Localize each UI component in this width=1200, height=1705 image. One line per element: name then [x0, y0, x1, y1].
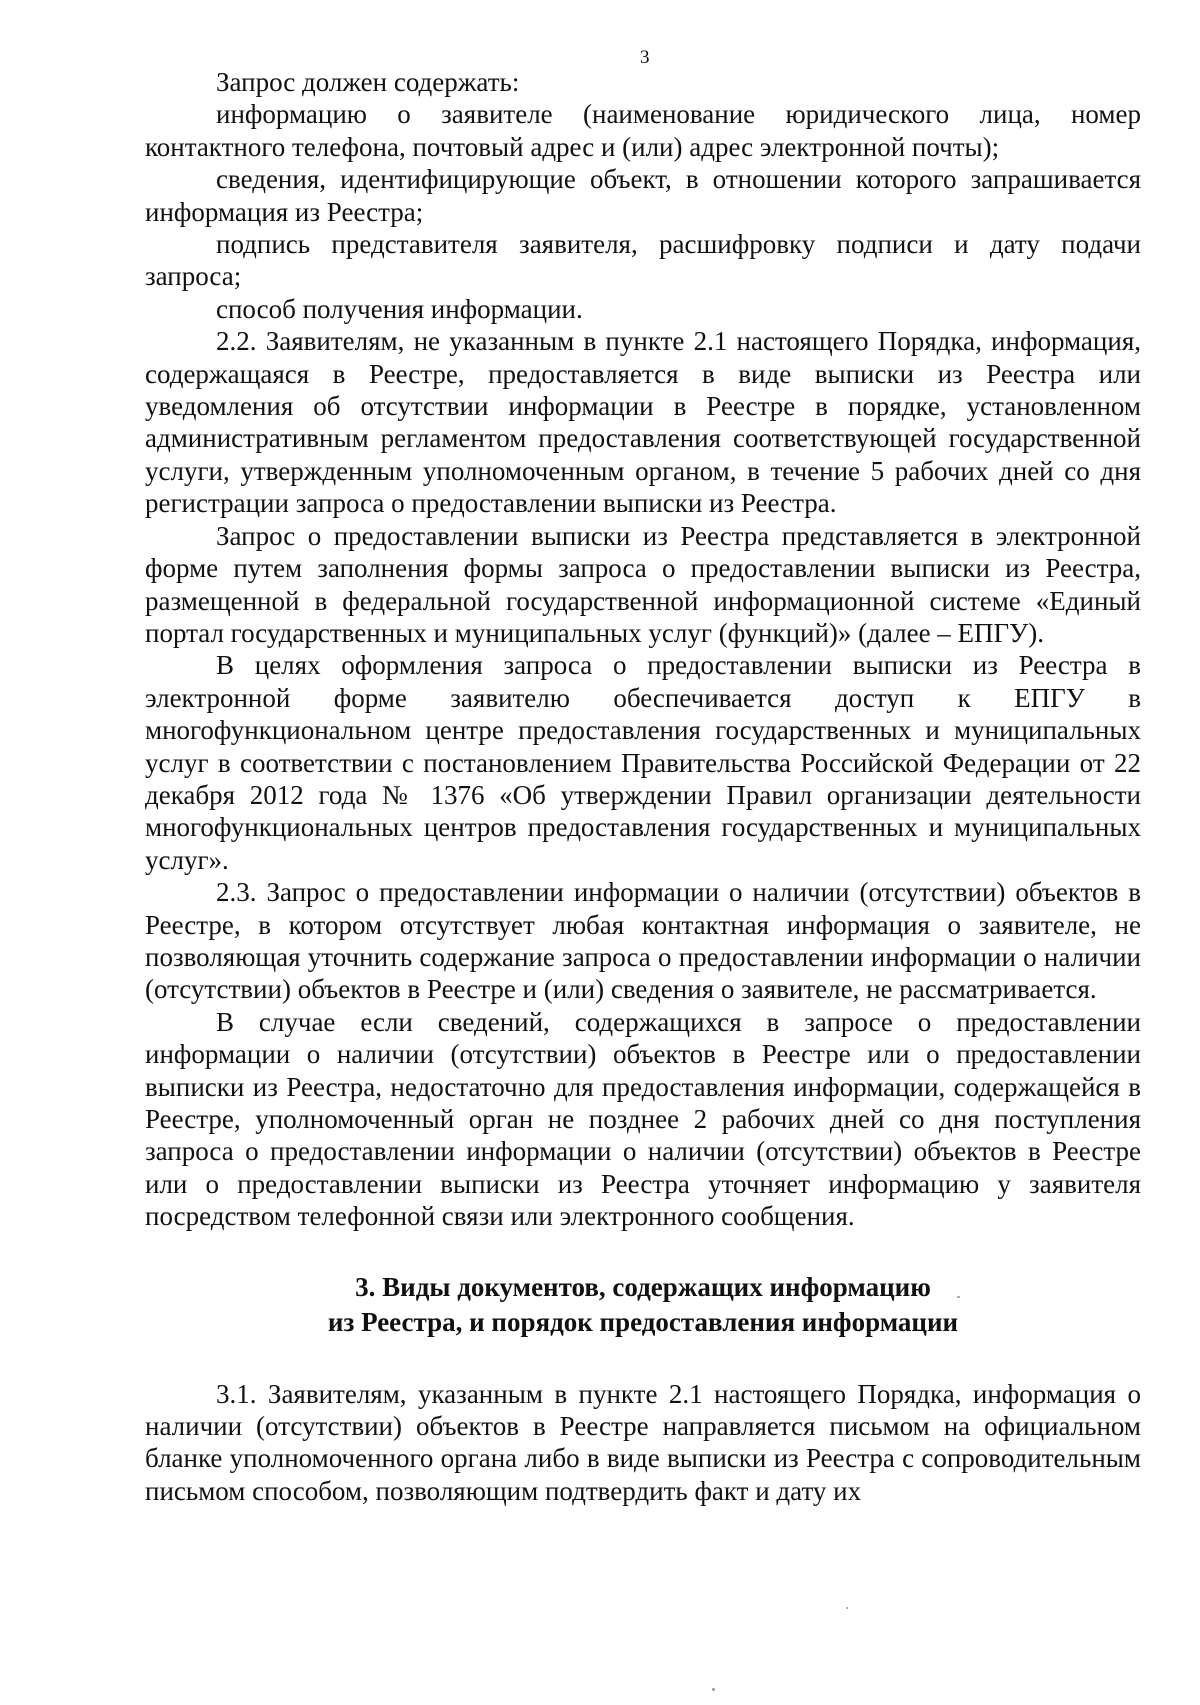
paragraph: Запрос должен содержать: [216, 67, 520, 97]
paragraph: способ получения информации. [216, 293, 583, 324]
document-body [145, 66, 1141, 1507]
section-heading [145, 1270, 1141, 1340]
paragraph: подпись представителя заявителя, расшифровку подписи и дату подачи запроса; [145, 229, 1141, 292]
paragraph: информацию о заявителе (наименование юридического лица, номер контактного телефона, почтовый адрес и (или) адрес электронной почты); [145, 99, 1141, 162]
paragraph: 2.2. Заявителям, не указанным в пункте 2.1 настоящего Порядка, информация, содержащаяся в Реестре, предоставляется в виде выписки из Реестра или уведомления об отсутствии информации в Реестре в порядке, установленном административным регламентом предоставления соответствующей государственной услуги, утвержденным уполномоченным органом, в течение 5 рабочих дней со дня регистрации запроса о предоставлении выписки из Реестра. [145, 326, 1141, 519]
paragraph: В случае если сведений, содержащихся в запросе о предоставлении информации о наличии (отсутствии) объектов в Реестре или о предоставлении выписки из Реестра, недостаточно для предоставления информации, содержащейся в Реестре, уполномоченный орган не позднее 2 рабочих дней со дня поступления запроса о предоставлении информации о наличии (отсутствии) объектов в Реестре или о предоставлении выписки из Реестра уточняет информацию у заявителя посредством телефонной связи или электронного сообщения. [145, 1006, 1141, 1232]
scan-speck [712, 1688, 715, 1691]
paragraph: сведения, идентифицирующие объект, в отношении которого запрашивается информация из Реестра; [145, 164, 1141, 227]
section-heading-line: из Реестра, и порядок предоставления информации [327, 1306, 959, 1337]
paragraph: 3.1. Заявителям, указанным в пункте 2.1 настоящего Порядка, информация о наличии (отсутствии) объектов в Реестре направляется письмом на официальном бланке уполномоченного органа либо в виде выписки из Реестра с сопроводительным письмом способом, позволяющим подтвердить факт и дату их [145, 1378, 1141, 1506]
page-number: 3 [640, 47, 650, 68]
section-heading-line: 3. Виды документов, содержащих информацию [355, 1271, 931, 1302]
paragraph: В целях оформления запроса о предоставлении выписки из Реестра в электронной форме заявителю обеспечивается доступ к ЕПГУ в многофункциональном центре предоставления государственных и муниципальных услуг в соответствии с постановлением Правительства Российской Федерации от 22 декабря 2012 года № 1376 «Об утверждении Правил организации деятельности многофункциональных центров предоставления государственных и муниципальных услуг». [145, 650, 1141, 875]
scan-speck [846, 1607, 848, 1609]
paragraph: 2.3. Запрос о предоставлении информации о наличии (отсутствии) объектов в Реестре, в котором отсутствует любая контактная информация о заявителе, не позволяющая уточнить содержание запроса о предоставлении информации о наличии (отсутствии) объектов в Реестре и (или) сведения о заявителе, не рассматривается. [145, 877, 1141, 1005]
paragraph: Запрос о предоставлении выписки из Реестра представляется в электронной форме путем заполнения формы запроса о предоставлении выписки из Реестра, размещенной в федеральной государственной информационной системе «Единый портал государственных и муниципальных услуг (функций)» (далее – ЕПГУ). [145, 520, 1141, 648]
scan-speck [957, 1296, 960, 1298]
